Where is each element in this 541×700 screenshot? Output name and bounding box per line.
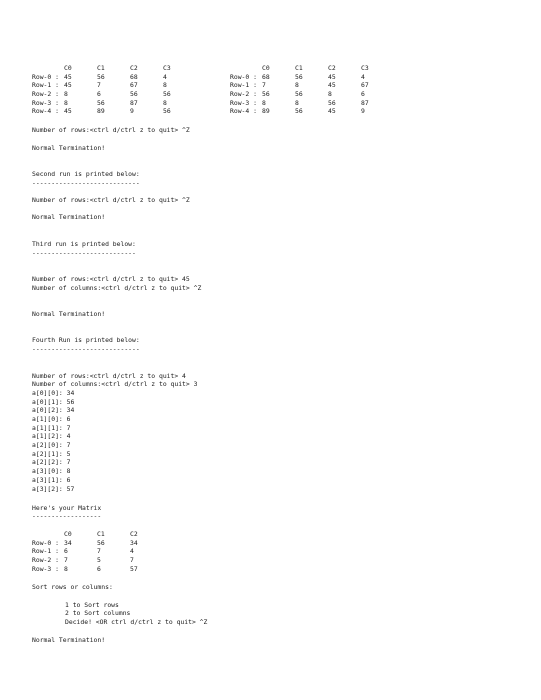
matrix-cell: 45 (328, 72, 336, 81)
matrix-cell: 56 (262, 90, 270, 99)
rows-prompt: Number of rows:<ctrl d/ctrl z to quit> 45 (32, 275, 190, 283)
matrix-header-row (230, 64, 410, 73)
matrix-heading: Here's your Matrix (32, 504, 102, 512)
matrix-cell: 56 (163, 90, 171, 99)
matrix-cell: 56 (97, 98, 105, 107)
matrix-cell: 56 (97, 538, 105, 547)
matrix-row (230, 90, 410, 99)
entry-line: a[3][0]: 8 (32, 467, 71, 475)
row-label: Row-1 : (32, 81, 59, 90)
matrix-cell: 56 (97, 72, 105, 81)
matrix-cell: 56 (295, 90, 303, 99)
column-header: C0 (262, 64, 270, 72)
row-label: Row-2 : (32, 556, 59, 565)
matrix-cell: 7 (97, 547, 101, 556)
entry-line: a[0][2]: 34 (32, 406, 75, 414)
row-label: Row-1 : (230, 81, 257, 90)
matrix-header-row (32, 64, 212, 73)
rows-prompt: Number of rows:<ctrl d/ctrl z to quit> 4 (32, 372, 186, 380)
matrix-cell: 45 (64, 81, 72, 90)
entry-line: a[1][1]: 7 (32, 424, 71, 432)
matrix-cell: 34 (64, 538, 72, 547)
column-header: C2 (328, 64, 336, 72)
matrix-table-right (230, 64, 410, 116)
matrix-row (230, 99, 410, 108)
entry-line: a[1][2]: 4 (32, 432, 71, 440)
column-header: C0 (64, 530, 72, 538)
entry-line: a[3][2]: 57 (32, 485, 75, 493)
matrix-row (32, 539, 172, 548)
sort-option: 1 to Sort rows (65, 601, 119, 609)
matrix-row (32, 81, 212, 90)
matrix-table-left (32, 64, 212, 116)
matrix-row (32, 90, 212, 99)
entry-line: a[3][1]: 6 (32, 476, 71, 484)
run-heading-rule: --------------------------- (32, 249, 136, 257)
matrix-cell: 8 (64, 564, 68, 573)
matrix-cell: 67 (361, 81, 369, 90)
run-heading-rule: ---------------------------- (32, 345, 140, 353)
row-label: Row-0 : (32, 72, 59, 81)
matrix-cell: 4 (361, 72, 365, 81)
entry-line: a[0][0]: 34 (32, 389, 75, 397)
sort-option: 2 to Sort columns (65, 609, 131, 617)
matrix-row (32, 107, 212, 116)
termination-message: Normal Termination! (32, 213, 106, 221)
row-label: Row-2 : (32, 90, 59, 99)
matrix-cell: 45 (328, 81, 336, 90)
termination-message: Normal Termination! (32, 144, 106, 152)
row-label: Row-4 : (230, 107, 257, 116)
row-label: Row-2 : (230, 90, 257, 99)
matrix-cell: 45 (328, 107, 336, 116)
matrix-cell: 4 (130, 547, 134, 556)
matrix-row (32, 556, 172, 565)
rows-prompt: Number of rows:<ctrl d/ctrl z to quit> ^Z (32, 196, 190, 204)
matrix-cell: 8 (328, 90, 332, 99)
column-header: C1 (295, 64, 303, 72)
matrix-cell: 7 (97, 81, 101, 90)
matrix-cell: 6 (361, 90, 365, 99)
row-label: Row-0 : (230, 72, 257, 81)
column-header: C1 (97, 64, 105, 72)
column-header: C2 (130, 64, 138, 72)
matrix-row (32, 73, 212, 82)
matrix-cell: 56 (295, 107, 303, 116)
matrix-cell: 87 (361, 98, 369, 107)
matrix-row (230, 73, 410, 82)
row-label: Row-0 : (32, 538, 59, 547)
matrix-cell: 5 (97, 556, 101, 565)
column-header: C3 (163, 64, 171, 72)
row-label: Row-3 : (32, 564, 59, 573)
matrix-cell: 45 (64, 72, 72, 81)
run-heading: Fourth Run is printed below: (32, 336, 140, 344)
matrix-cell: 7 (130, 556, 134, 565)
matrix-cell: 89 (262, 107, 270, 116)
matrix-cell: 89 (97, 107, 105, 116)
matrix-row (230, 107, 410, 116)
matrix-cell: 6 (97, 90, 101, 99)
sort-decide-prompt: Decide! <OR ctrl d/ctrl z to quit> ^Z (65, 618, 208, 626)
matrix-row (32, 565, 172, 574)
column-header: C2 (130, 530, 138, 538)
column-header: C1 (97, 530, 105, 538)
column-header: C3 (361, 64, 369, 72)
matrix-cell: 6 (64, 547, 68, 556)
matrix-cell: 7 (64, 556, 68, 565)
matrix-cell: 67 (130, 81, 138, 90)
matrix-cell: 8 (295, 98, 299, 107)
row-label: Row-1 : (32, 547, 59, 556)
termination-message: Normal Termination! (32, 636, 106, 644)
matrix-table-final (32, 530, 172, 573)
matrix-cell: 57 (130, 564, 138, 573)
termination-message: Normal Termination! (32, 310, 106, 318)
matrix-cell: 9 (361, 107, 365, 116)
matrix-cell: 8 (295, 81, 299, 90)
matrix-cell: 8 (163, 81, 167, 90)
row-label: Row-3 : (32, 98, 59, 107)
row-label: Row-4 : (32, 107, 59, 116)
matrix-cell: 8 (64, 90, 68, 99)
matrix-cell: 56 (295, 72, 303, 81)
matrix-cell: 56 (163, 107, 171, 116)
matrix-cell: 87 (130, 98, 138, 107)
matrix-cell: 8 (64, 98, 68, 107)
columns-prompt: Number of columns:<ctrl d/ctrl z to quit> ^Z (32, 284, 202, 292)
matrix-heading-rule: ------------------ (32, 512, 102, 520)
entry-line: a[2][1]: 5 (32, 450, 71, 458)
entry-line: a[2][2]: 7 (32, 458, 71, 466)
matrix-row (230, 81, 410, 90)
run-heading: Second run is printed below: (32, 170, 140, 178)
columns-prompt: Number of columns:<ctrl d/ctrl z to quit> 3 (32, 380, 198, 388)
matrix-cell: 56 (130, 90, 138, 99)
entry-line: a[2][0]: 7 (32, 441, 71, 449)
column-header: C0 (64, 64, 72, 72)
rows-prompt: Number of rows:<ctrl d/ctrl z to quit> ^Z (32, 126, 190, 134)
entry-line: a[0][1]: 56 (32, 398, 75, 406)
matrix-cell: 34 (130, 538, 138, 547)
matrix-cell: 8 (163, 98, 167, 107)
matrix-header-row (32, 530, 172, 539)
matrix-cell: 56 (328, 98, 336, 107)
matrix-cell: 7 (262, 81, 266, 90)
run-heading-rule: ---------------------------- (32, 179, 140, 187)
run-heading: Third run is printed below: (32, 240, 136, 248)
matrix-cell: 68 (130, 72, 138, 81)
entry-line: a[1][0]: 6 (32, 415, 71, 423)
matrix-cell: 8 (262, 98, 266, 107)
matrix-row (32, 547, 172, 556)
matrix-cell: 45 (64, 107, 72, 116)
sort-prompt: Sort rows or columns: (32, 583, 113, 591)
matrix-cell: 68 (262, 72, 270, 81)
matrix-cell: 9 (130, 107, 134, 116)
matrix-cell: 4 (163, 72, 167, 81)
matrix-row (32, 99, 212, 108)
row-label: Row-3 : (230, 98, 257, 107)
matrix-cell: 6 (97, 564, 101, 573)
